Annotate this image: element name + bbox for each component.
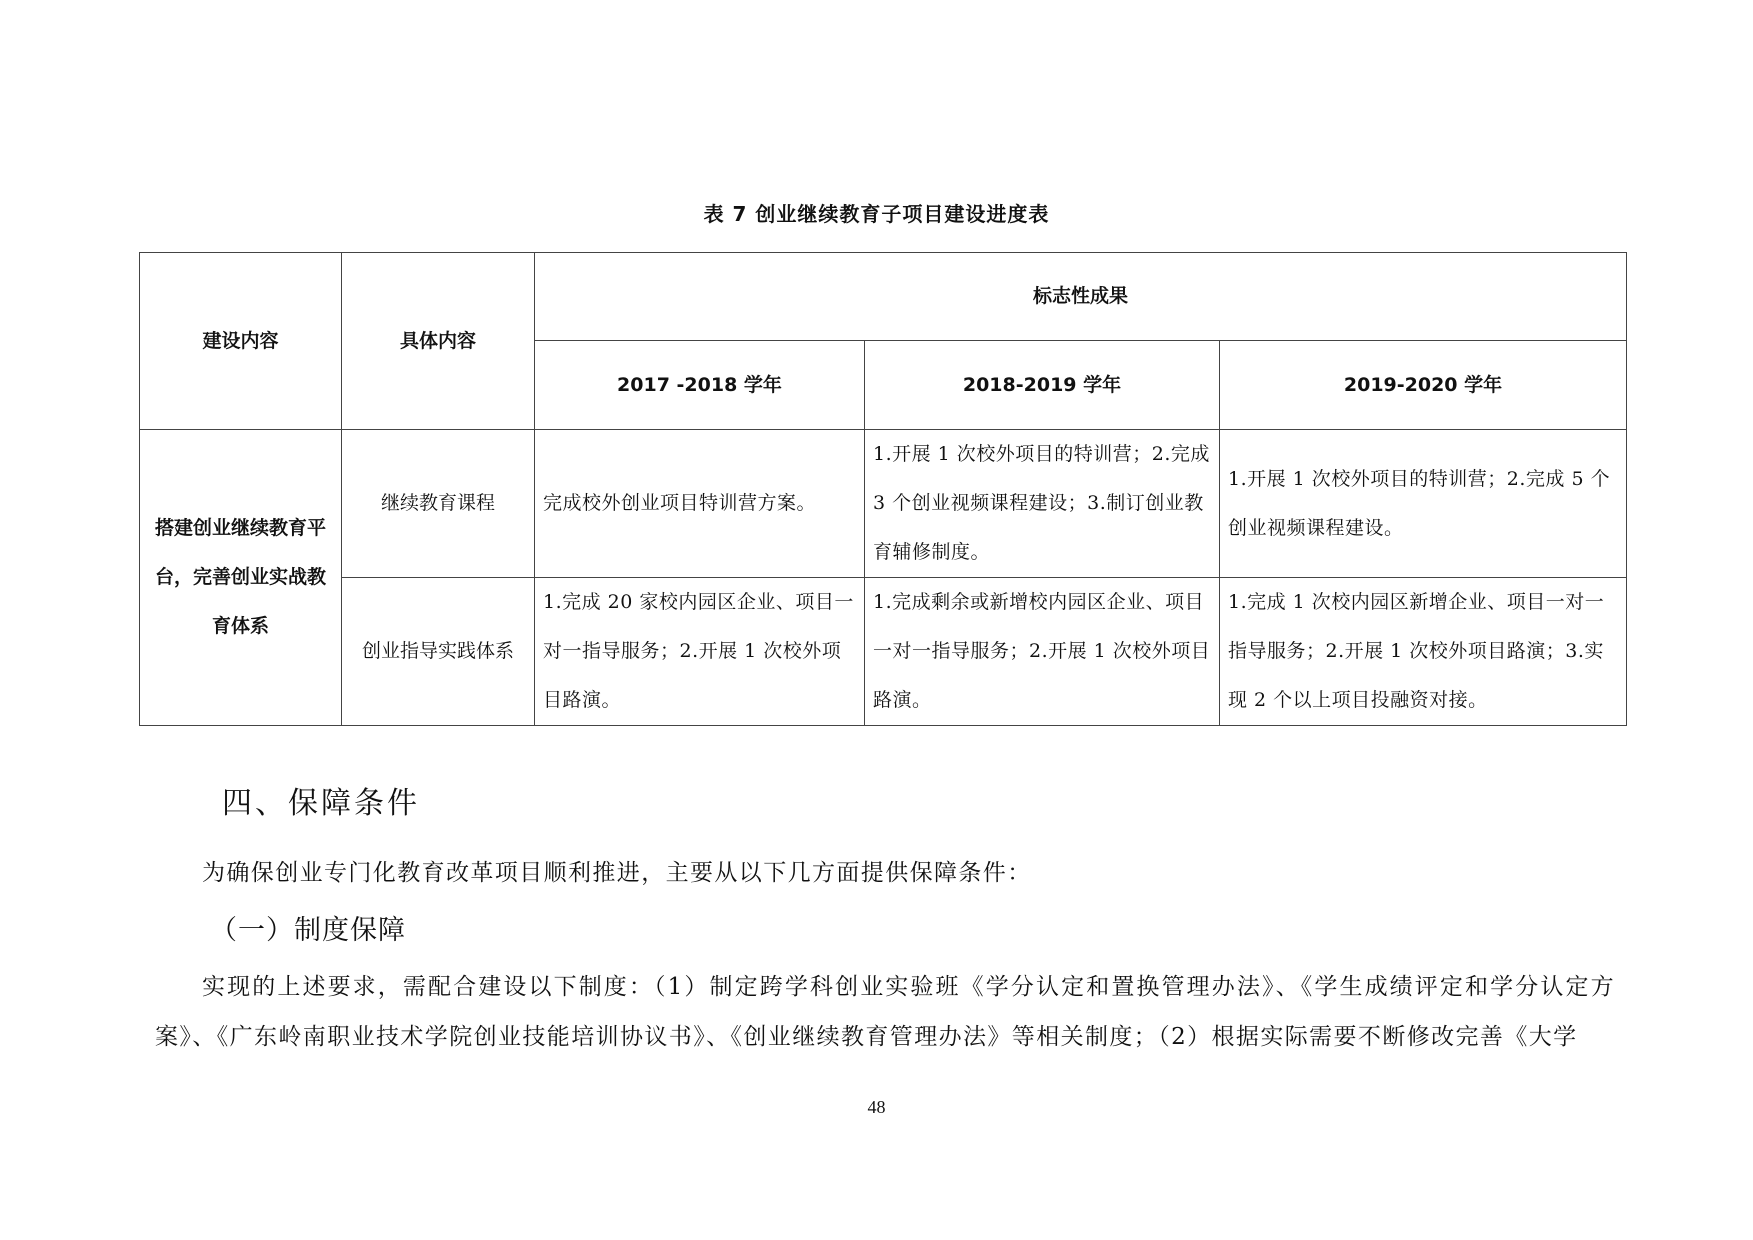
intro-paragraph: 为确保创业专门化教育改革项目顺利推进，主要从以下几方面提供保障条件： xyxy=(202,860,1032,886)
result-cell: 完成校外创业项目特训营方案。 xyxy=(535,430,865,578)
table-row xyxy=(140,578,1627,726)
section-heading: 四、保障条件 xyxy=(222,786,420,821)
result-cell: 1.开展 1 次校外项目的特训营；2.完成 5 个创业视频课程建设。 xyxy=(1220,430,1627,578)
header-construction-content: 建设内容 xyxy=(140,253,342,430)
item-cell: 继续教育课程 xyxy=(342,430,535,578)
result-cell: 1.完成 20 家校内园区企业、项目一对一指导服务；2.开展 1 次校外项目路演。 xyxy=(535,578,865,726)
header-specific-content: 具体内容 xyxy=(342,253,535,430)
header-milestone-results: 标志性成果 xyxy=(535,253,1627,341)
item-cell: 创业指导实践体系 xyxy=(342,578,535,726)
progress-table xyxy=(139,252,1627,726)
page-number: 48 xyxy=(867,1097,886,1117)
header-year-2018-2019: 2018-2019 学年 xyxy=(865,341,1220,430)
result-cell: 1.完成 1 次校内园区新增企业、项目一对一指导服务；2.开展 1 次校外项目路演；3.实现 2 个以上项目投融资对接。 xyxy=(1220,578,1627,726)
result-cell: 1.完成剩余或新增校内园区企业、项目一对一指导服务；2.开展 1 次校外项目路演。 xyxy=(865,578,1220,726)
header-year-2017-2018: 2017 -2018 学年 xyxy=(535,341,865,430)
body-paragraph: 实现的上述要求，需配合建设以下制度：（1）制定跨学科创业实验班《学分认定和置换管理办法》、《学生成绩评定和学分认定方案》、《广东岭南职业技术学院创业技能培训协议书》、《创业继续教育管理办法》等相关制度；（2）根据实际需要不断修改完善《大学 xyxy=(155,974,1615,1050)
subsection-heading: （一）制度保障 xyxy=(210,915,406,946)
table-row xyxy=(140,430,1627,578)
category-cell: 搭建创业继续教育平台，完善创业实战教育体系 xyxy=(140,430,342,726)
result-cell: 1.开展 1 次校外项目的特训营；2.完成 3 个创业视频课程建设；3.制订创业教育辅修制度。 xyxy=(865,430,1220,578)
table-caption: 表 7 创业继续教育子项目建设进度表 xyxy=(703,202,1050,226)
header-year-2019-2020: 2019-2020 学年 xyxy=(1220,341,1627,430)
